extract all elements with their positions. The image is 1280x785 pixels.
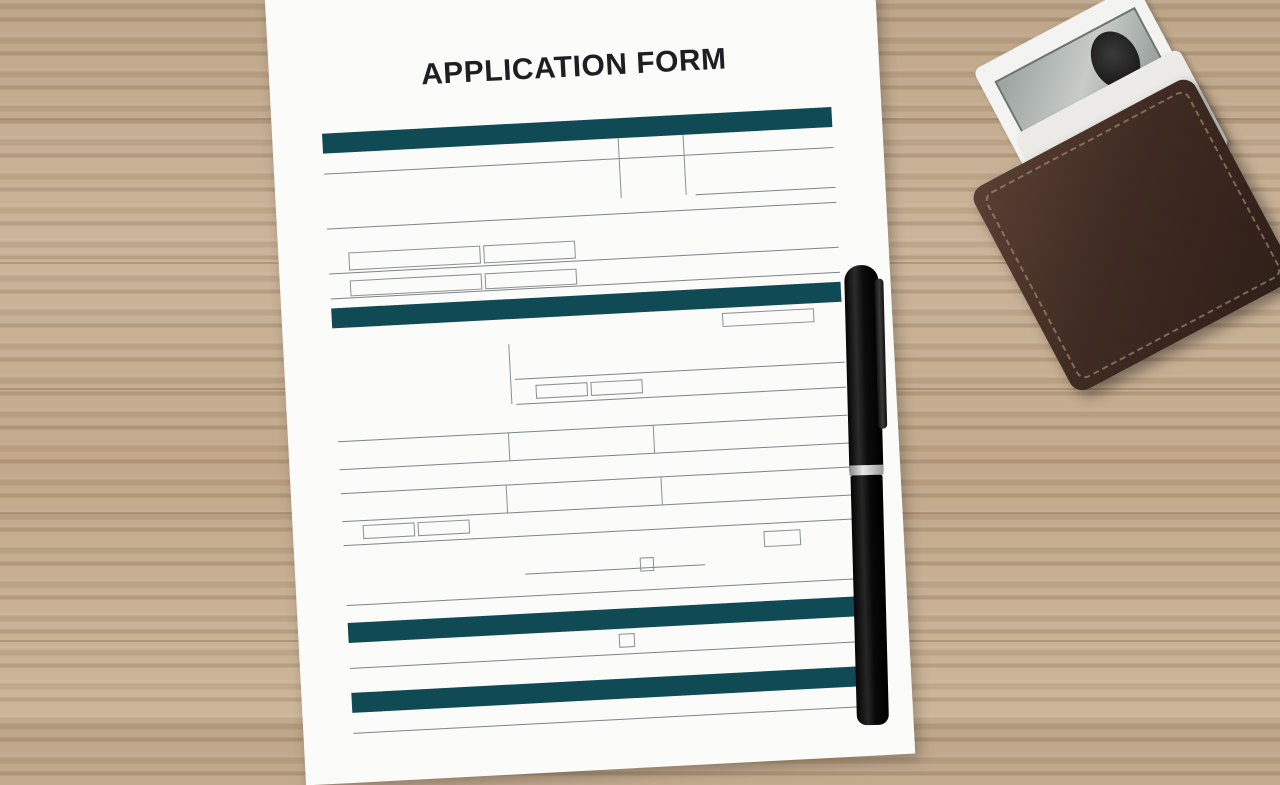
form-rule [324, 147, 833, 175]
form-rule [350, 641, 859, 669]
input-box [417, 520, 470, 537]
form-rule [696, 187, 836, 195]
input-box [483, 241, 576, 264]
input-box [363, 522, 416, 539]
form-rule [327, 202, 836, 230]
form-rule [342, 494, 851, 522]
form-divider [506, 485, 508, 513]
pen-icon [834, 264, 906, 725]
wallet-group [960, 0, 1280, 430]
application-form-paper [265, 0, 916, 785]
section-header-band [322, 107, 832, 154]
input-box [763, 529, 801, 547]
section-header-band [351, 666, 861, 713]
form-title: APPLICATION FORM [420, 42, 728, 92]
form-divider [618, 138, 622, 198]
form-rule [525, 564, 705, 574]
form-rule [338, 415, 847, 443]
input-box [535, 382, 588, 399]
form-rule [341, 467, 850, 495]
input-box [590, 379, 643, 396]
section-header-band [348, 596, 858, 643]
checkbox [619, 633, 636, 648]
form-divider [683, 135, 687, 195]
form-divider [653, 425, 655, 453]
form-divider [508, 344, 512, 404]
form-rule [353, 706, 862, 734]
pen-barrel [850, 475, 889, 726]
input-box [722, 308, 815, 327]
form-divider [508, 432, 510, 460]
form-divider [660, 476, 662, 504]
form-rule [515, 362, 845, 380]
form-rule [340, 443, 849, 471]
checkbox [640, 557, 655, 572]
